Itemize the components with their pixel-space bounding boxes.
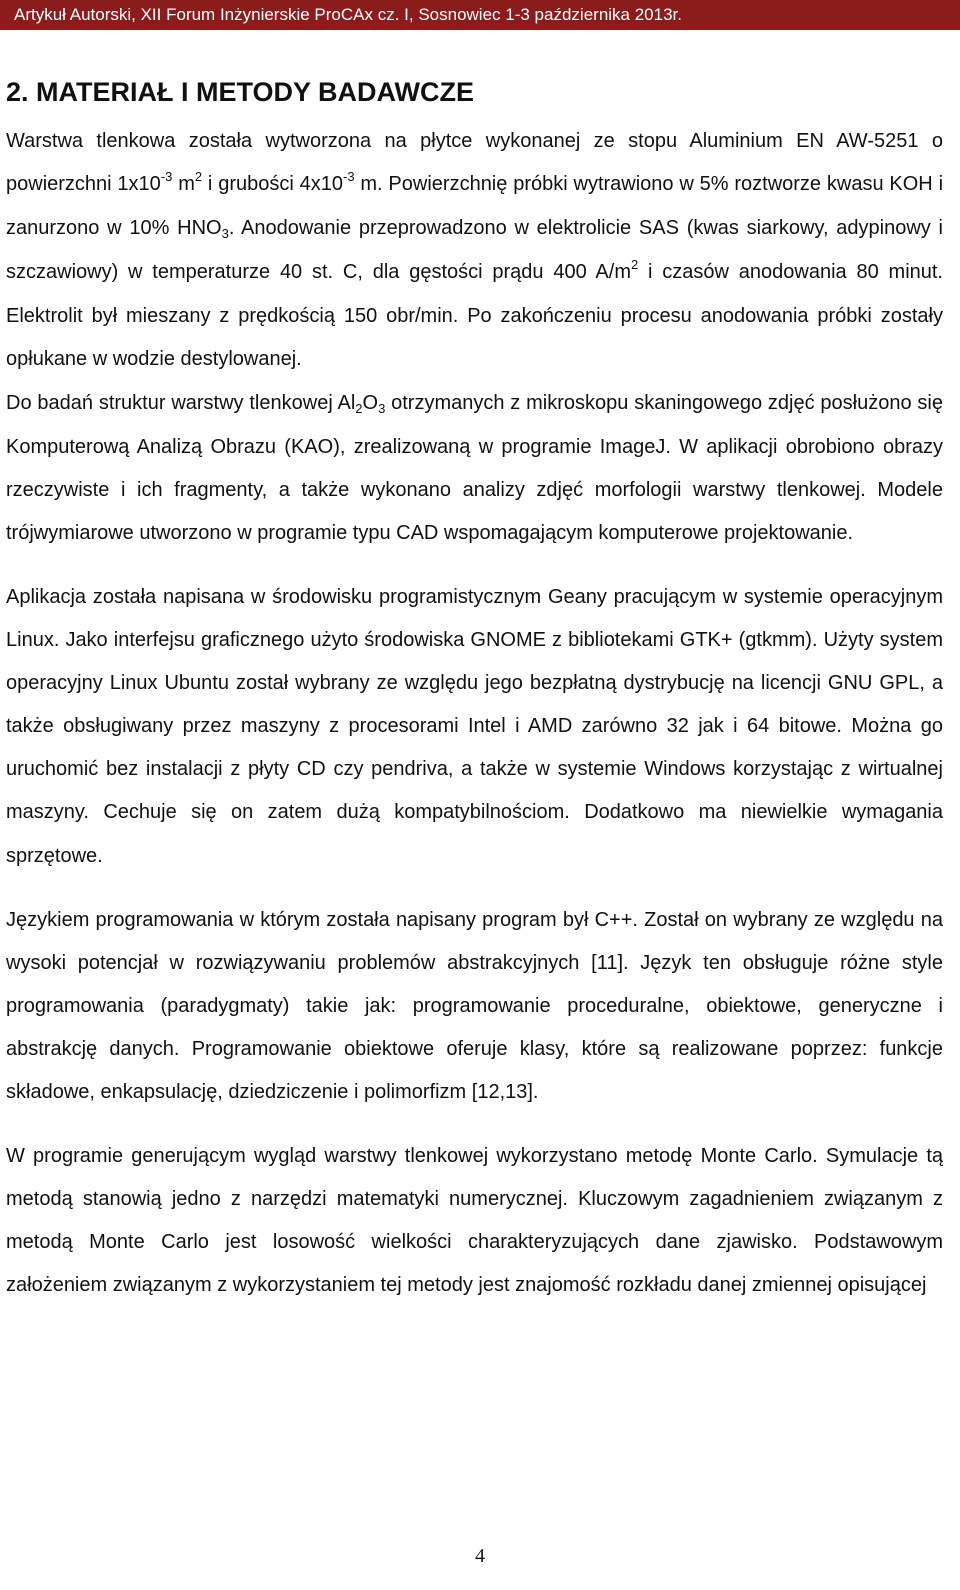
text-span: i czasów anodowania 80 minut. Elektrolit był mieszany z prędkością 150 obr/min. Po zakończeniu procesu anodowania próbki zostały opłukane w wodzie destylowanej. (6, 261, 943, 371)
paragraph-monte-carlo: W programie generującym wygląd warstwy tlenkowej wykorzystano metodę Monte Carlo. Symulacje tą metodą stanowią jedno z narzędzi matematyki numerycznej. Kluczowym zagadnieniem związanym z metodą Monte Carlo jest losowość wielkości charakteryzujących dane zjawisko. Podstawowym założeniem związanym z wykorzystaniem tej metody jest znajomość rozkładu danej zmiennej opisującej (6, 1145, 943, 1297)
text-span: m. Powierzchnię próbki wytrawiono w 5% roztworze kwasu KOH i zanurzono w 10% HNO (6, 173, 944, 240)
running-header: Artykuł Autorski, XII Forum Inżynierskie ProCAx cz. I, Sosnowiec 1-3 października 2013r. (0, 0, 960, 30)
paragraph-image-analysis (6, 382, 943, 555)
superscript: -3 (343, 169, 355, 185)
text-span: Warstwa tlenkowa została wytworzona na płytce wykonanej ze stopu Aluminium EN AW-5251 o powierzchni 1x10 (6, 130, 943, 196)
article-body (6, 70, 943, 1307)
paragraph-application: Aplikacja została napisana w środowisku programistycznym Geany pracującym w systemie operacyjnym Linux. Jako interfejsu graficznego użyto środowiska GNOME z bibliotekami GTK+ (gtkmm). Użyty system operacyjny Linux Ubuntu został wybrany ze względu jego bezpłatną dystrybucję na licencji GNU GPL, a także obsługiwany przez maszyny z procesorami Intel i AMD zarówno 32 jak i 64 bitowe. Można go uruchomić bez instalacji z płyty CD czy pendriva, a także w systemie Windows korzystając z wirtualnej maszyny. Cechuje się on zatem dużą kompatybilnościom. Dodatkowo ma niewielkie wymagania sprzętowe. (6, 585, 943, 867)
subscript: 3 (221, 226, 229, 242)
text-span: otrzymanych z mikroskopu skaningowego zdjęć posłużono się Komputerową Analizą Obrazu (KAO), zrealizowaną w programie ImageJ. W aplikacji obrobiono obrazy rzeczywiste i ich fragmenty, a także wykonano analizy zdjęć morfologii warstwy tlenkowej. Modele trójwymiarowe utworzono w programie typu CAD wspomagającym komputerowe projektowanie. (6, 391, 943, 544)
paragraph-materials (6, 120, 943, 382)
section-heading: 2. MATERIAŁ I METODY BADAWCZE (6, 77, 475, 107)
paragraph-programming-language: Językiem programowania w którym została napisany program był C++. Został on wybrany ze względu na wysoki potencjał w rozwiązywaniu problemów abstrakcyjnych [11]. Język ten obsługuje różne style programowania (paradygmaty) takie jak: programowanie proceduralne, obiektowe, generyczne i abstrakcję danych. Programowanie obiektowe oferuje klasy, które są realizowane poprzez: funkcje składowe, enkapsulację, dziedziczenie i polimorfizm [12,13]. (6, 908, 943, 1103)
text-span: m (172, 173, 195, 196)
subscript: 3 (378, 400, 386, 416)
superscript: 2 (194, 169, 203, 185)
text-span: i grubości 4x10 (202, 173, 343, 196)
superscript: 2 (631, 257, 639, 273)
subscript: 2 (355, 400, 363, 416)
text-span: . Anodowanie przeprowadzono w elektrolicie SAS (kwas siarkowy, adypinowy i szczawiowy) w temperaturze 40 st. C, dla gęstości prądu 400 A/m (6, 217, 943, 284)
text-span: Do badań struktur warstwy tlenkowej Al (6, 391, 356, 414)
superscript: -3 (160, 169, 173, 185)
text-span: O (362, 391, 379, 414)
page-number: 4 (475, 1545, 485, 1567)
